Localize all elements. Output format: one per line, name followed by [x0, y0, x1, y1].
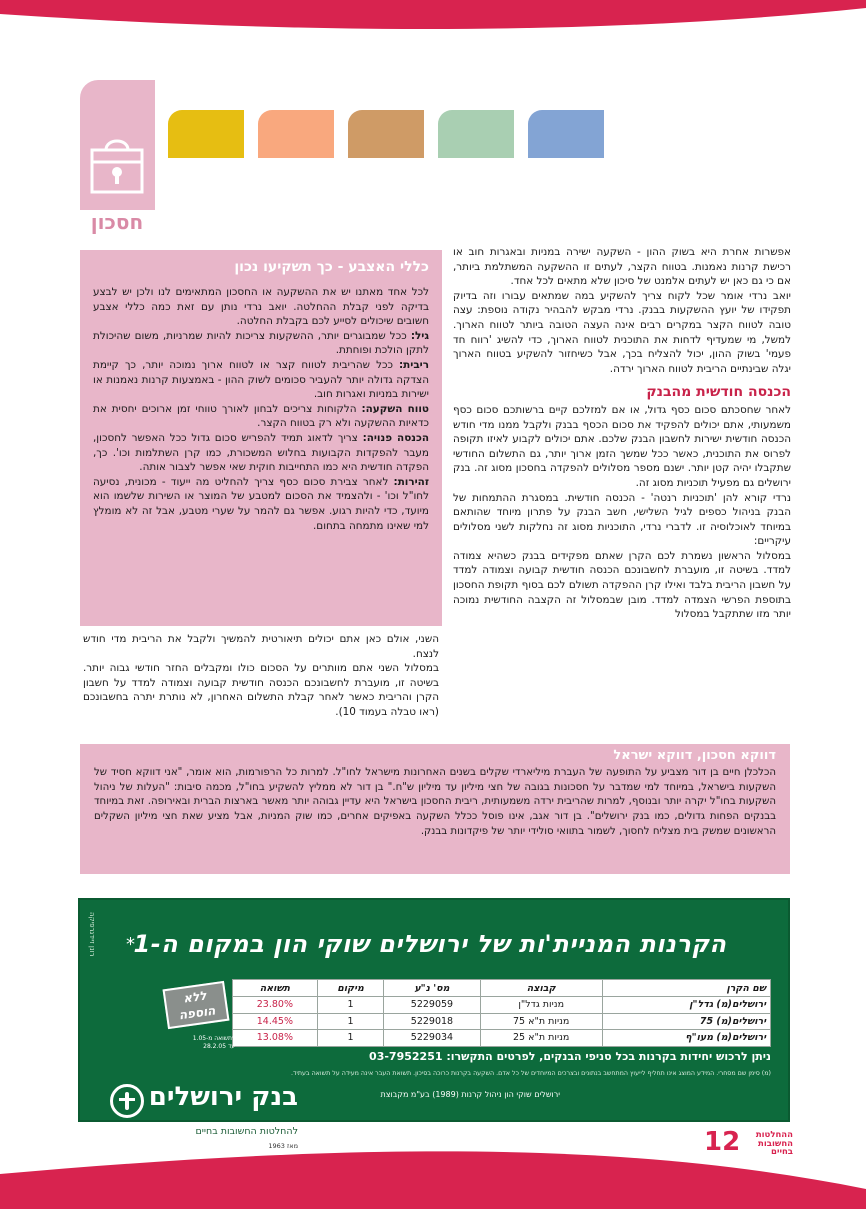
- article-continuation: [83, 632, 439, 720]
- ad-contact-line: ניתן לרכוש יחידות בקרנות בכל סניפי הבנקים, לפרטים התקשרו: 03-7952251: [369, 1050, 771, 1063]
- jerusalem-bank-logo-icon: [110, 1084, 144, 1118]
- fund-rank: 1: [317, 1030, 384, 1047]
- article-right-column: [453, 245, 791, 622]
- tip-term: טווח השקעה:: [361, 402, 429, 415]
- table-row: [233, 1030, 771, 1047]
- tip-text: ככל שמבוגרים יותר, ההשקעות צריכות להיות שמרניות, משום שהיכולת לתקן הולכת ופוחתת.: [93, 329, 429, 357]
- tip-item: [93, 475, 429, 533]
- fund-number: 5229059: [384, 997, 480, 1014]
- fund-yield: 14.45%: [233, 1013, 318, 1030]
- footer-title-line: החשובות: [758, 1138, 793, 1149]
- bank-since: מאז 1963: [268, 1142, 298, 1150]
- paragraph: נרדי קורא להן 'תוכניות רנטה' - הכנסה חודשית. במסגרת ההתמחות של הבנק בניהול כספים לגיל השלישי, חשב הבנק על פתרון מיוחד שהותאם במיוחד לאוכלוסיה זו. לדברי נרדי, התוכניות מסוג זה נחלקות לשני מסלולים עיקריים:: [453, 491, 791, 548]
- tip-item: [93, 329, 429, 358]
- israel-savings-box: [80, 744, 790, 874]
- ad-disclaimer: (מ) סימן שם מסחרי. המידע המוצג אינו תחליף לייעוץ המתחשב בנתונים ובצרכים המיוחדים של כל אדם. השקעה בקרנות כרוכה בסיכון. תשואת העבר אינה מעידה על תשואה בעתיד.: [291, 1070, 771, 1077]
- bank-slogan: להחלטות החשובות בחיים: [195, 1126, 298, 1137]
- badge-line: הוספה: [177, 1003, 217, 1023]
- col-header-yield: תשואה: [233, 980, 318, 997]
- category-tab-orange[interactable]: [258, 110, 334, 158]
- ad-headline: הקרנות המניית'ות של ירושלים שוקי הון במקום ה-1: [133, 930, 727, 958]
- tip-item: [93, 431, 429, 475]
- tips-intro: לכל אחד מאתנו יש את ההשקעה או החסכון המתאימים לנו ולכן יש לבצע בדיקה לפני קבלת ההחלטה. יואב נרדי נותן עם זאת כמה כללי אצבע חשובים שיכולים לסייע לכם בקבלת החלטה.: [93, 286, 429, 328]
- page-number: 12: [704, 1127, 741, 1157]
- tip-term: ריבית:: [399, 358, 429, 371]
- israel-savings-text: הכלכלן חיים בן דור מצביע על התופעה של העברת מיליארדי שקלים בשנים האחרונות מישראל לחו"ל. למרות כל הרפורמות, הוא אומר, "אני דווקא חסיד של השקעות בישראל, במיוחד למי שמדבר על חסכונות בגובה של חצי מיליון עד מיליון ש"ח." בן דור לא ממליץ להשקיע בחו"ל, מכמה סיבות: "העלות של ניהול השקעות בחו"ל יקרה יותר ובנוסף, למרות שהריבית ירדה משמעותית, ריבית החסכון בישראל היא עדיין גבוהה יותר מאשר בארצות הברית ובאירופה. זאת במיוחד בבנקים הפחות גדולים, כמו בנק ירושלים". בן דור אגב, אינו פוסל ככלל השקעה באפיקים אחרים, כמו שוק המניות, אבל מציע שאת חצי מיליון השקלים הראשונים שמשק בית מצליח לחסוך, לשמור בתוואי סולידי יותר של פיקדונות בבנק.: [94, 767, 776, 837]
- category-tab-yellow[interactable]: [168, 110, 244, 158]
- fund-group: מניות ת"א 75: [480, 1013, 602, 1030]
- yield-footnote: *תשואה מ-1.05 עד 28.2.05: [192, 1035, 235, 1050]
- col-header-rank: מיקום: [317, 980, 384, 997]
- table-row: [233, 997, 771, 1014]
- tips-title: כללי האצבע - כך תשקיעו נכון: [234, 259, 429, 275]
- tip-text: ככל שהריבית לטווח קצר או לטווח ארוך נמוכה יותר, כך קיימת הצדקה גדולה יותר להעביר סכומים לשוק ההון - באמצעות קרנות נאמנות או ישירות במניות ואגרות חוב.: [93, 358, 429, 401]
- fund-yield: 13.08%: [233, 1030, 318, 1047]
- funds-table: [232, 979, 771, 1047]
- tip-term: זהירות:: [393, 475, 429, 488]
- footer-title-line: בחיים: [771, 1147, 793, 1157]
- category-label: חסכון: [90, 210, 144, 234]
- ad-asterisk: *: [126, 934, 135, 955]
- tip-item: [93, 358, 429, 402]
- category-tab-blue[interactable]: [528, 110, 604, 158]
- col-header-fund: שם הקרן: [602, 980, 770, 997]
- category-tab-green[interactable]: [438, 110, 514, 158]
- bank-name: בנק ירושלים: [148, 1082, 298, 1112]
- savings-chest-icon: [88, 130, 146, 200]
- paragraph: במסלול הראשון נשמרת לכם הקרן שאתם מפקידים בבנק כשהיא צמודה למדד. בשיטה זו, מועברת לחשבונכם הכנסה חודשית קבועה וצמודה למדד על חשבון הריבית בלבד ואילו קרן ההפקדה תשולם לכם בסוף תקופת החסכון בתוספת הפרשי הצמדה למדד. מובן שבמסלול זה הקצבה החודשית נמוכה יותר מזו שתתקבל במסלול: [453, 549, 791, 621]
- col-header-number: מס' נ"ע: [384, 980, 480, 997]
- tip-term: גיל:: [410, 329, 429, 342]
- fund-rank: 1: [317, 997, 384, 1014]
- fund-number: 5229034: [384, 1030, 480, 1047]
- tip-text: לאחר צבירת סכום כסף צריך להחליט מה ייעוד - מכונית, נסיעה לחו"ל וכו' - ולהצמיד את הסכום למטבע של המוצר או השירות שלשמו הוא מיועד, כדי להיות רגוע. אפשר גם להמר על שערי מטבע, אבל זה לא מומלץ למי שאינו מתמחה בתחום.: [93, 475, 429, 532]
- paragraph: במסלול השני אתם מוותרים על הסכום כולו ומקבלים החזר חודשי גבוה יותר. בשיטה זו, מועברת לחשבונכם הכנסה חודשית קבועה וצמודה למדד על חשבון הקרן והריבית כאשר לאחר קבלת התשלום האחרון, לא נותרת יתרה בחשבונכם (ראו טבלה בעמוד 10).: [83, 662, 439, 718]
- category-tab-brown[interactable]: [348, 110, 424, 158]
- ad-side-credit: רונן זיידגרפיקה: [88, 912, 96, 957]
- fund-name: ירושלים(מ) גדל"ן: [602, 997, 770, 1014]
- tips-box: [80, 250, 442, 626]
- israel-savings-title: דווקא חסכון, דווקא ישראל: [613, 748, 776, 763]
- no-commission-badge: [163, 981, 230, 1029]
- paragraph: אפשרות אחרת היא בשוק ההון - השקעה ישירה במניות ובאגרות חוב או רכישת קרנות נאמנות. בטווח הקצר, לעתים זו ההשקעה המשתלמת ביותר, אם כי גם כאן יש לעתים אלמנט של סיכון שלא מתאים לכל אחד.: [453, 246, 791, 288]
- paragraph: לאחר שחסכתם סכום כסף גדול, או אם למזלכם קיים ברשותכם סכום כסף משמעותי, אתם יכולים להפקיד את סכום הכסף בבנק ולקבל ממנו מדי חודש הכנסה חודשית ישירות לחשבון הבנק שלכם. אתם יכולים לקבוע לאיזו תקופה לפרוס את התוכנית, כאשר ככל שמשך הזמן ארוך יותר, גם התשלום החודשי שתקבלו יהיה קטן יותר. ישנם מספר מסלולים להפקדה בחסכון מסוג זה. בנק ירושלים גם מפעיל תוכניות מסוג זה.: [453, 403, 791, 489]
- badge-line: ללא: [182, 988, 208, 1006]
- tip-term: הכנסה פנויה:: [362, 431, 429, 444]
- ad-subsidiary: ירושלים שוקי הון ניהול קרנות (1989) בע"מ מקבוצת: [380, 1090, 560, 1099]
- tip-text: צריך לדאוג תמיד להפריש סכום גדול ככל האפשר לחסכון, מעבר להפקדות הקבועות בחלוש המשכורת, כמו קרן השתלמות וכו'. כך, הפקדה חודשית היא כמו התחייבות חוקית שאי אפשר לצבור אותה.: [93, 431, 429, 474]
- fund-name: ירושלים(מ) 75: [602, 1013, 770, 1030]
- paragraph: השני, אולם כאן אתם יכולים תיאורטית להמשיך ולקבל את הריבית מדי חודש לנצח.: [83, 633, 439, 660]
- fund-group: מניות ת"א 25: [480, 1030, 602, 1047]
- table-row: [233, 1013, 771, 1030]
- section-title: הכנסה חודשית מהבנק: [646, 384, 791, 401]
- tip-item: [93, 402, 429, 431]
- fund-yield: 23.80%: [233, 997, 318, 1014]
- top-decorative-wave: [0, 0, 866, 48]
- tip-text: הלקוחות צריכים לבחון לאורך טווחי זמן ארוכים יחסית את כדאיות ההשקעה ולא רק בטווח הקצר.: [93, 402, 429, 430]
- table-header-row: [233, 980, 771, 997]
- footer-title-line: ההחלטות: [755, 1130, 793, 1140]
- fund-name: ירושלים(מ) מעו"ף: [602, 1030, 770, 1047]
- col-header-group: קבוצה: [480, 980, 602, 997]
- footer-title: [735, 1131, 793, 1157]
- fund-number: 5229018: [384, 1013, 480, 1030]
- fund-rank: 1: [317, 1013, 384, 1030]
- fund-group: מניות גדל"ן: [480, 997, 602, 1014]
- paragraph: יואב נרדי אומר שכל לקוח צריך להשקיע במה שמתאים עבורו וזה בדיוק תפקידו של יועץ ההשקעות בבנק. נרדי מבקש להבהיר נקודה נוספת: עצה טובה לטווח הקצר במקרים רבים אינה העצה הטובה ביותר לטווח הארוך. למשל, מי שמעדיף לדחות את התוכנית לטווח הארוך, כדי להשיג 'רווח חד פעמי' בשוק ההון, יכול להצליח בכך, אבל כשיחזור להשקיע בטווח הארוך יגלה שבינתיים הריבית לטווח הארוך ירדה.: [453, 289, 791, 375]
